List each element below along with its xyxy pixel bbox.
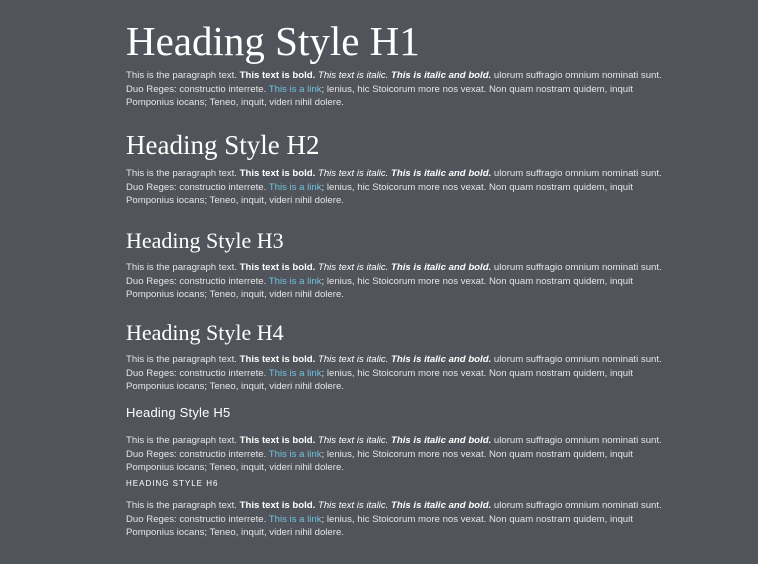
section-h1 (126, 18, 662, 110)
bold-text: This text is bold. (239, 500, 316, 511)
italic-text: This text is italic. (317, 500, 389, 511)
italic-text: This text is italic. (317, 70, 389, 81)
paragraph-h4 (126, 353, 662, 394)
plain-text: This is the paragraph text. (126, 70, 240, 81)
plain-text: ; lenius, hic Stoicorum more nos vexat. Non quam nostram quidem, inquit (321, 275, 633, 287)
plain-text: This is the paragraph text. (126, 168, 240, 179)
italic-text: This text is italic. (317, 354, 389, 365)
plain-text: ; lenius, hic Stoicorum more nos vexat. Non quam nostram quidem, inquit (321, 513, 633, 525)
paragraph-h5 (126, 434, 662, 475)
paragraph-line-3: Pomponius iocans; Teneo, inquit, videri nihil dolere. (126, 289, 344, 300)
paragraph-line-2 (126, 513, 633, 527)
plain-text: ulorum suffragio omnium nominati sunt. (491, 70, 662, 81)
heading-h3: Heading Style H3 (126, 228, 284, 253)
bold-text: This text is bold. (239, 435, 316, 446)
plain-text: This is the paragraph text. (126, 500, 240, 511)
bold-text: This text is bold. (239, 262, 316, 273)
heading-h1: Heading Style H1 (126, 18, 420, 64)
paragraph-line-1 (126, 434, 662, 448)
paragraph-line-2 (126, 275, 633, 289)
section-h6 (126, 479, 662, 540)
plain-text: Duo Reges: constructio interrete. (126, 275, 269, 287)
section-h5 (126, 405, 662, 475)
bold-italic-text: This is italic and bold. (391, 70, 492, 81)
plain-text: Duo Reges: constructio interrete. (126, 181, 269, 193)
plain-text: ulorum suffragio omnium nominati sunt. (491, 354, 662, 365)
plain-text: ; lenius, hic Stoicorum more nos vexat. Non quam nostram quidem, inquit (321, 367, 633, 379)
bold-italic-text: This is italic and bold. (391, 262, 492, 273)
paragraph-line-2 (126, 448, 633, 462)
bold-italic-text: This is italic and bold. (391, 435, 492, 446)
paragraph-line-1 (126, 353, 662, 367)
heading-h5: Heading Style H5 (126, 405, 231, 420)
section-h4 (126, 320, 662, 394)
paragraph-line-3: Pomponius iocans; Teneo, inquit, videri nihil dolere. (126, 195, 344, 206)
plain-text: Duo Reges: constructio interrete. (126, 83, 269, 95)
paragraph-h2 (126, 167, 662, 208)
paragraph-link[interactable]: This is a link (268, 367, 322, 379)
italic-text: This text is italic. (317, 262, 389, 273)
section-h3 (126, 228, 662, 302)
plain-text: ulorum suffragio omnium nominati sunt. (491, 168, 662, 179)
paragraph-line-3: Pomponius iocans; Teneo, inquit, videri nihil dolere. (126, 462, 344, 473)
bold-italic-text: This is italic and bold. (391, 354, 492, 365)
paragraph-link[interactable]: This is a link (268, 513, 322, 525)
bold-text: This text is bold. (239, 354, 316, 365)
paragraph-line-2 (126, 367, 633, 381)
paragraph-line-3: Pomponius iocans; Teneo, inquit, videri nihil dolere. (126, 381, 344, 392)
paragraph-link[interactable]: This is a link (268, 83, 322, 95)
plain-text: ulorum suffragio omnium nominati sunt. (491, 500, 662, 511)
paragraph-line-3: Pomponius iocans; Teneo, inquit, videri nihil dolere. (126, 527, 344, 538)
paragraph-line-1 (126, 261, 662, 275)
paragraph-line-2 (126, 83, 633, 97)
bold-text: This text is bold. (239, 168, 316, 179)
plain-text: ; lenius, hic Stoicorum more nos vexat. Non quam nostram quidem, inquit (321, 83, 633, 95)
plain-text: Duo Reges: constructio interrete. (126, 448, 269, 460)
plain-text: ulorum suffragio omnium nominati sunt. (491, 262, 662, 273)
plain-text: This is the paragraph text. (126, 354, 240, 365)
paragraph-h1 (126, 69, 662, 110)
paragraph-link[interactable]: This is a link (268, 448, 322, 460)
plain-text: Duo Reges: constructio interrete. (126, 367, 269, 379)
bold-italic-text: This is italic and bold. (391, 168, 492, 179)
paragraph-h6 (126, 499, 662, 540)
heading-h6: HEADING STYLE H6 (126, 479, 219, 488)
plain-text: Duo Reges: constructio interrete. (126, 513, 269, 525)
paragraph-line-2 (126, 181, 633, 195)
bold-text: This text is bold. (239, 70, 316, 81)
plain-text: ; lenius, hic Stoicorum more nos vexat. Non quam nostram quidem, inquit (321, 181, 633, 193)
italic-text: This text is italic. (317, 435, 389, 446)
paragraph-line-1 (126, 499, 662, 513)
italic-text: This text is italic. (317, 168, 389, 179)
paragraph-line-1 (126, 69, 662, 83)
section-h2 (126, 129, 662, 208)
paragraph-line-1 (126, 167, 662, 181)
paragraph-link[interactable]: This is a link (268, 275, 322, 287)
plain-text: ulorum suffragio omnium nominati sunt. (491, 435, 662, 446)
paragraph-h3 (126, 261, 662, 302)
paragraph-line-3: Pomponius iocans; Teneo, inquit, videri nihil dolere. (126, 97, 344, 108)
plain-text: This is the paragraph text. (126, 262, 240, 273)
plain-text: ; lenius, hic Stoicorum more nos vexat. Non quam nostram quidem, inquit (321, 448, 633, 460)
paragraph-link[interactable]: This is a link (268, 181, 322, 193)
heading-h2: Heading Style H2 (126, 130, 320, 160)
bold-italic-text: This is italic and bold. (391, 500, 492, 511)
heading-h4: Heading Style H4 (126, 320, 284, 345)
plain-text: This is the paragraph text. (126, 435, 240, 446)
